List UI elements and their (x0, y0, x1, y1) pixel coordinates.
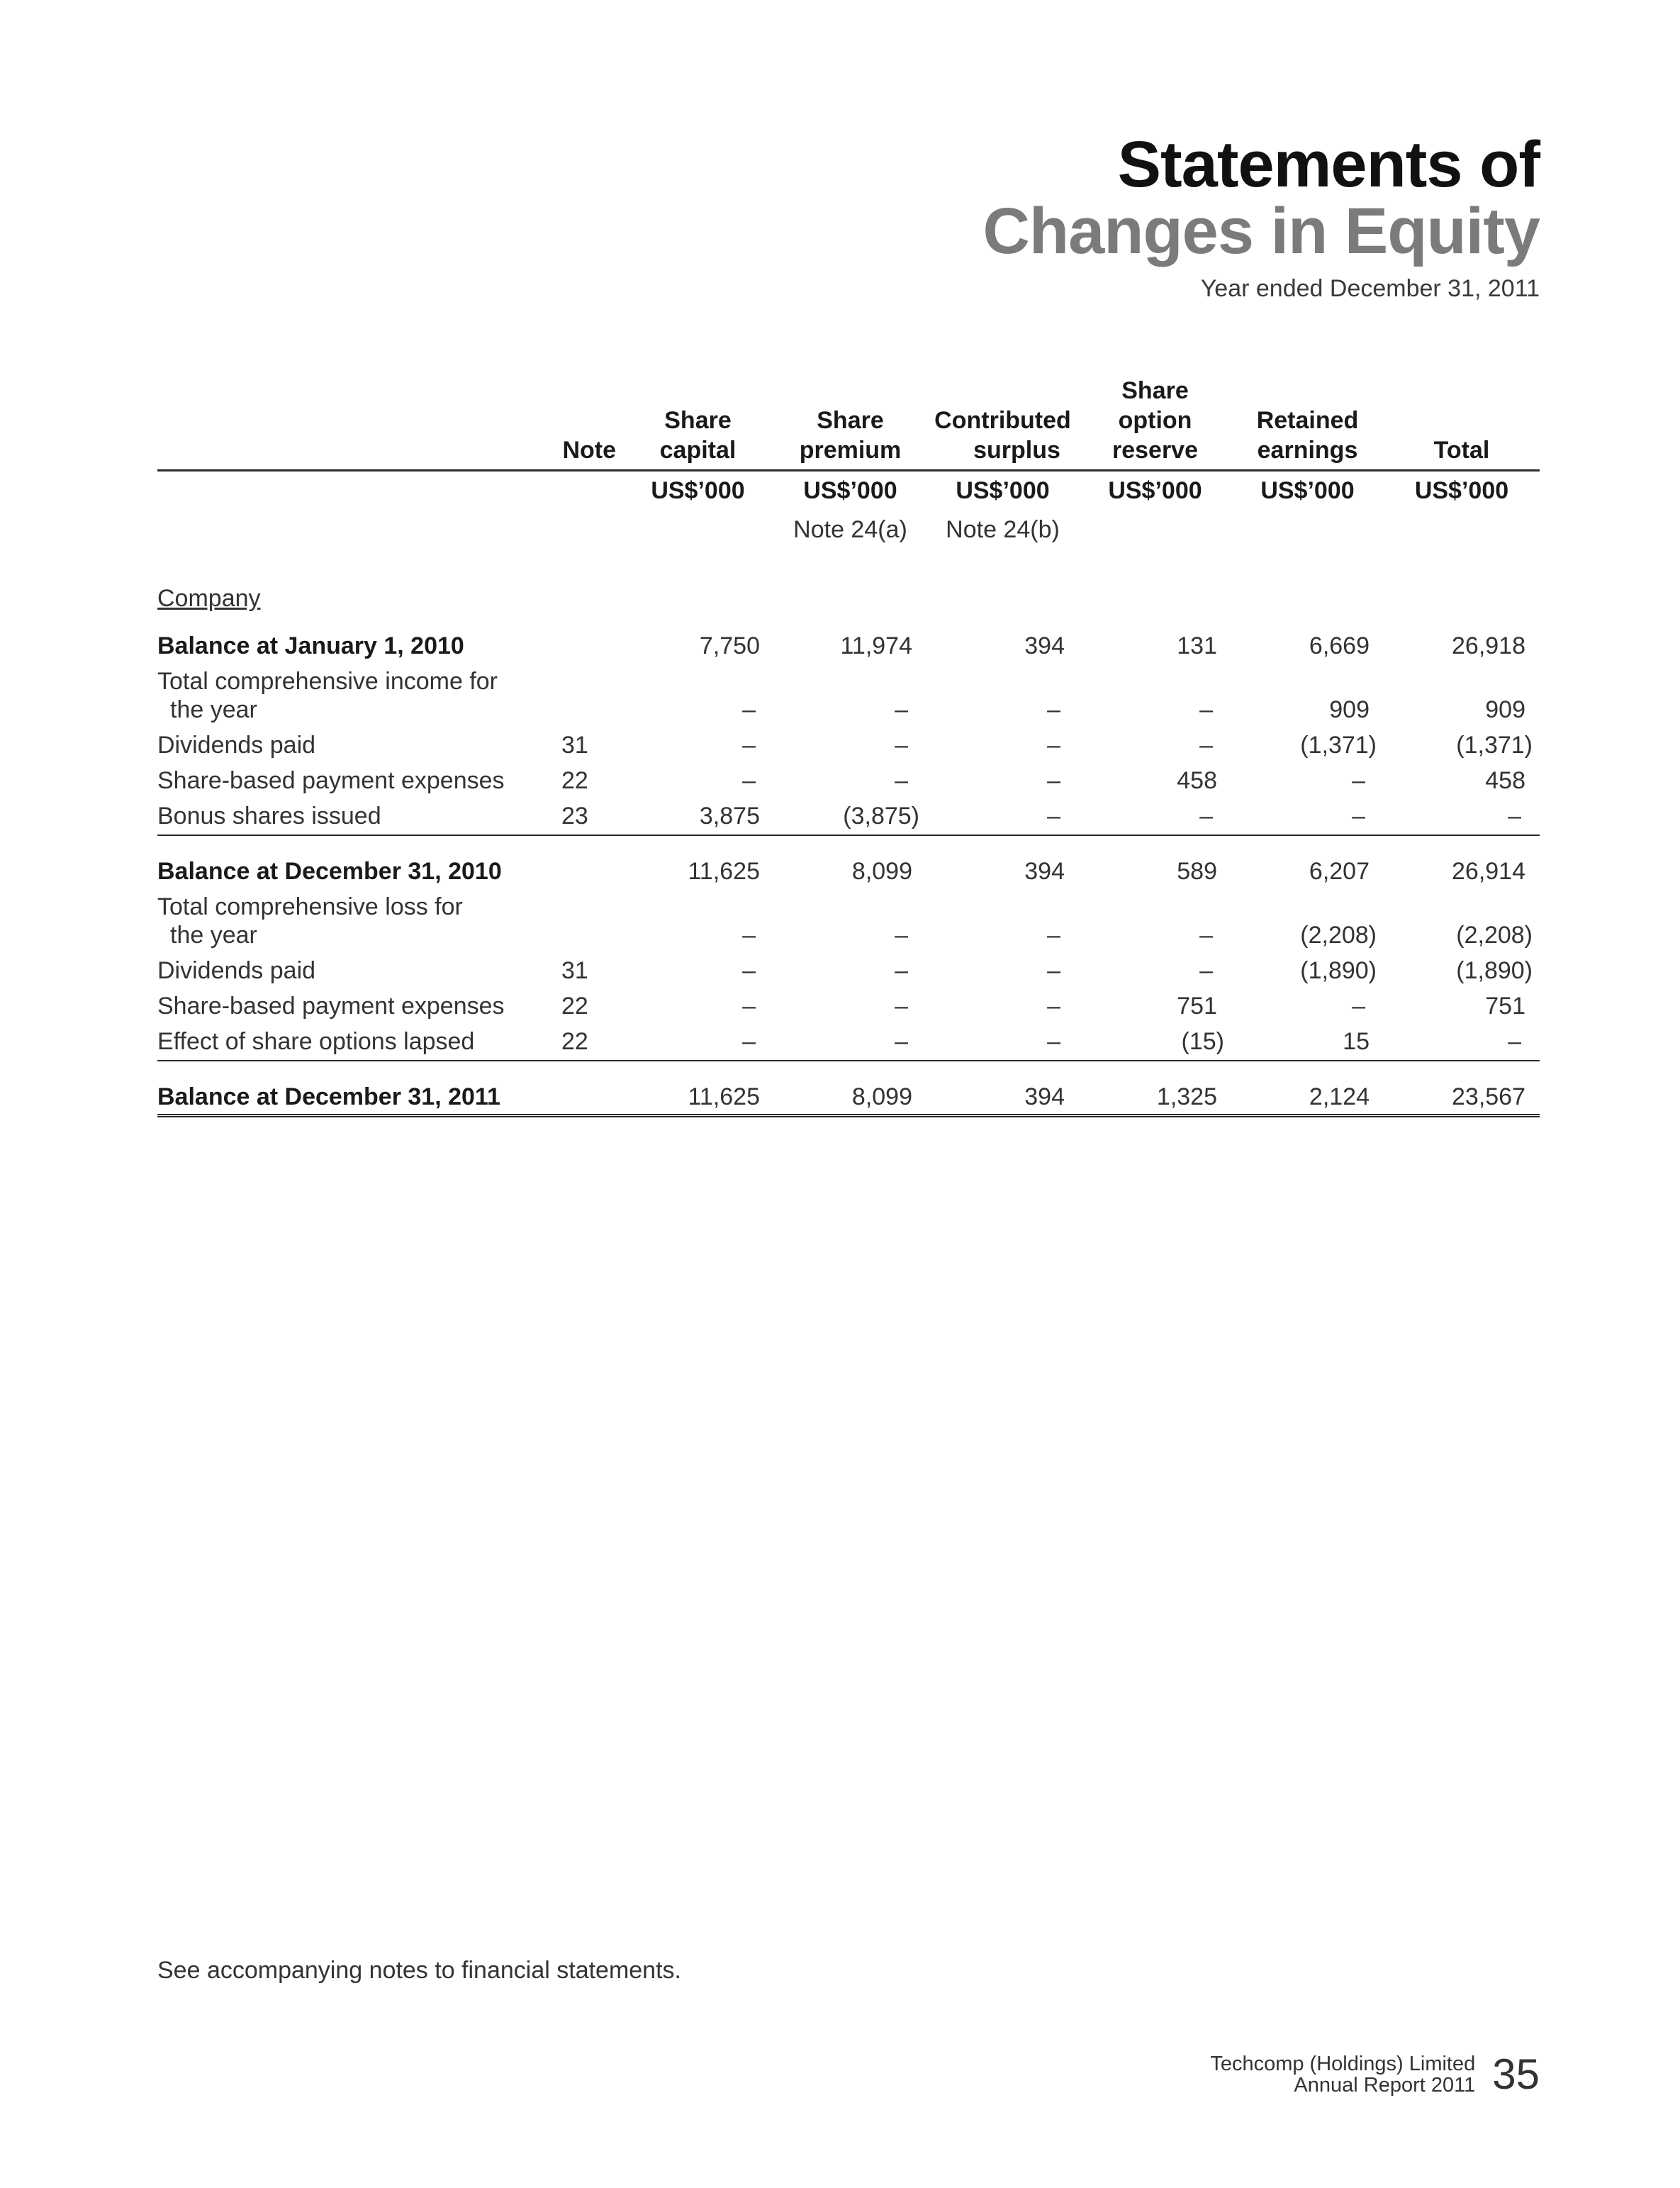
cell-value: 909 (1485, 696, 1525, 723)
footnote: See accompanying notes to financial statements. (157, 1957, 681, 1984)
cell-value: 458 (1485, 767, 1525, 794)
units-row (157, 471, 1540, 510)
cell-value: – (1352, 767, 1365, 794)
cell-value: (2,208) (1300, 922, 1377, 949)
row-note: 22 (561, 993, 588, 1020)
cell-value: – (926, 1024, 1079, 1061)
report-attribution (1210, 2053, 1475, 2096)
row-note: 31 (561, 957, 588, 984)
row-note (540, 664, 622, 727)
cell-value: – (742, 993, 756, 1020)
cell-value: 1,325 (1079, 1061, 1231, 1116)
cell-value: 23,567 (1384, 1061, 1540, 1116)
column-header-note: Note (540, 376, 622, 471)
cell-value: – (1199, 957, 1213, 984)
column-header-row (157, 376, 1540, 471)
table-row (157, 763, 1540, 798)
cell-value: 11,625 (688, 858, 760, 885)
unit-label: US$’000 (651, 477, 745, 504)
cell-value: 26,918 (1452, 632, 1525, 659)
unit-label: US$’000 (1260, 477, 1355, 504)
table-row (157, 628, 1540, 664)
cell-value: 394 (1024, 858, 1065, 885)
cell-value: 15 (1231, 1024, 1384, 1061)
cell-value: 751 (1177, 993, 1217, 1020)
cell-value: – (895, 957, 908, 984)
cell-value: – (1047, 767, 1060, 794)
row-note: 22 (561, 767, 588, 794)
cell-value: (2,208) (1456, 922, 1533, 949)
cell-value: – (742, 957, 756, 984)
table-row (157, 1024, 1540, 1061)
page-title-secondary: Changes in Equity (982, 195, 1540, 267)
table-row (157, 1061, 1540, 1116)
cell-value: – (1047, 993, 1060, 1020)
row-label: Total comprehensive income for the year (157, 668, 498, 723)
row-label: Bonus shares issued (157, 798, 540, 835)
cell-value: – (622, 1024, 774, 1061)
unit-label: US$’000 (1108, 477, 1202, 504)
row-note: 31 (561, 732, 588, 759)
report-name: Annual Report 2011 (1294, 2074, 1476, 2097)
cell-value: – (1047, 957, 1060, 984)
cell-value: 6,669 (1309, 632, 1370, 659)
row-note: 22 (540, 1024, 622, 1061)
table-row (157, 727, 1540, 763)
table-row (157, 835, 1540, 889)
row-note: 23 (540, 798, 622, 835)
column-header-label (157, 376, 540, 471)
column-header-share-option-reserve: Share option reserve (1079, 376, 1231, 471)
cell-value: (1,371) (1300, 732, 1377, 759)
row-label: Effect of share options lapsed (157, 1024, 540, 1061)
statement-header (982, 128, 1540, 303)
row-label: Balance at January 1, 2010 (157, 632, 464, 659)
table-row (157, 889, 1540, 953)
cell-value: – (1079, 798, 1231, 835)
page-footer (1210, 2050, 1540, 2098)
cell-value: 394 (1024, 632, 1065, 659)
column-note-ref: Note 24(a) (793, 516, 907, 543)
unit-label: US$’000 (1414, 477, 1509, 504)
cell-value: – (1199, 922, 1213, 949)
cell-value: – (742, 767, 756, 794)
table-row (157, 988, 1540, 1024)
cell-value: 458 (1177, 767, 1217, 794)
column-header-share-capital: Share capital (622, 376, 774, 471)
cell-value: 131 (1177, 632, 1217, 659)
cell-value: – (895, 993, 908, 1020)
cell-value: – (774, 1024, 926, 1061)
cell-value: 8,099 (851, 858, 912, 885)
cell-value: 6,207 (1309, 858, 1370, 885)
equity-table (157, 376, 1540, 1117)
column-header-contributed-surplus: Contributed surplus (926, 376, 1079, 471)
cell-value: – (1384, 798, 1540, 835)
cell-value: – (895, 696, 908, 723)
row-note (540, 835, 622, 889)
cell-value: – (895, 922, 908, 949)
cell-value: 751 (1485, 993, 1525, 1020)
table-row (157, 798, 1540, 835)
equity-table-container (157, 376, 1540, 1117)
cell-value: (3,875) (774, 798, 926, 835)
cell-value: 8,099 (774, 1061, 926, 1116)
row-label: Dividends paid (157, 732, 316, 759)
row-label: Share-based payment expenses (157, 993, 505, 1020)
cell-value: 909 (1329, 696, 1370, 723)
column-notes-row (157, 509, 1540, 550)
cell-value: – (1199, 696, 1213, 723)
cell-value: – (1047, 922, 1060, 949)
cell-value: – (1352, 993, 1365, 1020)
cell-value: – (1047, 732, 1060, 759)
table-row (157, 664, 1540, 727)
section-row (157, 550, 1540, 628)
cell-value: 589 (1177, 858, 1217, 885)
cell-value: – (1047, 696, 1060, 723)
cell-value: 7,750 (699, 632, 760, 659)
cell-value: – (895, 732, 908, 759)
column-header-share-premium: Share premium (774, 376, 926, 471)
row-label: Share-based payment expenses (157, 767, 505, 794)
period-subtitle: Year ended December 31, 2011 (1200, 275, 1540, 302)
cell-value: – (742, 922, 756, 949)
section-label: Company (157, 585, 261, 612)
page-title: Statements of (1117, 128, 1540, 201)
cell-value: 3,875 (622, 798, 774, 835)
column-header-retained-earnings: Retained earnings (1231, 376, 1384, 471)
cell-value: 11,625 (622, 1061, 774, 1116)
page-number: 35 (1492, 2050, 1540, 2098)
row-label: Dividends paid (157, 957, 316, 984)
cell-value: – (1384, 1024, 1540, 1061)
cell-value: – (1231, 798, 1384, 835)
cell-value: (15) (1079, 1024, 1231, 1061)
cell-value: (1,890) (1456, 957, 1533, 984)
row-label: Balance at December 31, 2011 (157, 1061, 540, 1116)
unit-label: US$’000 (956, 477, 1050, 504)
column-header-total: Total (1384, 376, 1540, 471)
row-label: Balance at December 31, 2010 (157, 858, 502, 885)
cell-value: 26,914 (1452, 858, 1525, 885)
cell-value: 11,974 (840, 632, 912, 659)
table-row (157, 953, 1540, 988)
cell-value: 394 (926, 1061, 1079, 1116)
cell-value: – (926, 798, 1079, 835)
row-label: Total comprehensive loss for the year (157, 893, 463, 949)
cell-value: – (742, 696, 756, 723)
cell-value: – (895, 767, 908, 794)
company-name: Techcomp (Holdings) Limited (1210, 2053, 1476, 2075)
column-note-ref: Note 24(b) (946, 516, 1060, 543)
cell-value: 2,124 (1231, 1061, 1384, 1116)
row-note (540, 889, 622, 953)
unit-label: US$’000 (803, 477, 897, 504)
row-note (540, 1061, 622, 1116)
cell-value: – (1199, 732, 1213, 759)
cell-value: (1,890) (1300, 957, 1377, 984)
cell-value: – (742, 732, 756, 759)
cell-value: (1,371) (1456, 732, 1533, 759)
row-note (540, 628, 622, 664)
